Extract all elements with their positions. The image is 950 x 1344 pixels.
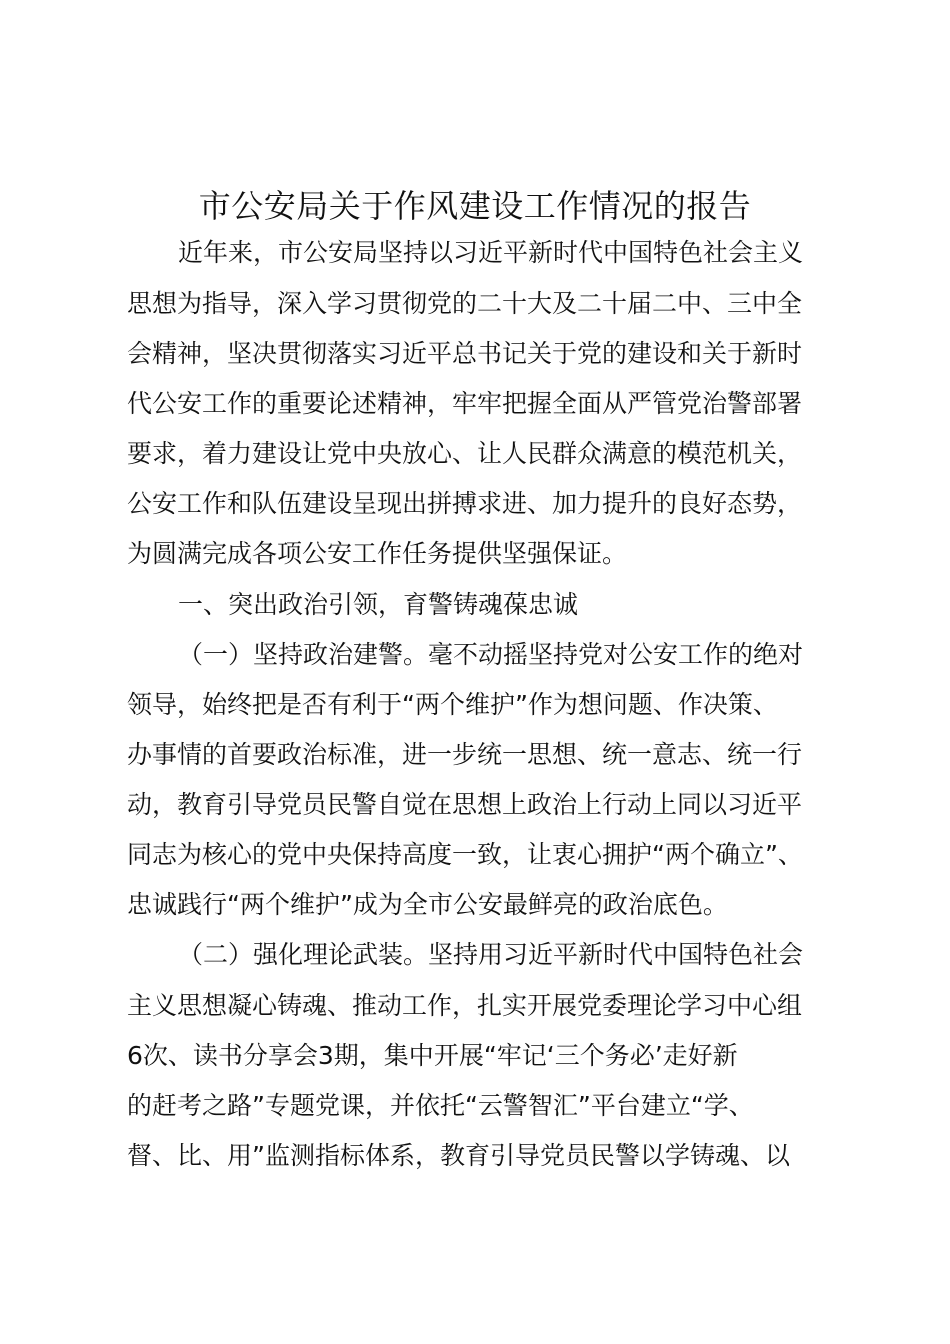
text-line (0, 780, 950, 830)
line-text: 公安工作和队伍建设呈现出拼搏求进、加力提升的良好态势， (127, 489, 803, 518)
text-line (0, 1031, 950, 1081)
line-text: 为圆满完成各项公安工作任务提供坚强保证。 (127, 539, 628, 568)
text-line (0, 680, 950, 730)
text-line (0, 329, 950, 379)
line-text: 办事情的首要政治标准，进一步统一思想、统一意志、统一行 (127, 740, 803, 769)
line-text: 动，教育引导党员民警自觉在思想上政治上行动上同以习近平 (127, 790, 803, 819)
text-line (0, 479, 950, 529)
line-text: 要求，着力建设让党中央放心、让人民群众满意的模范机关， (127, 439, 803, 468)
text-line (0, 529, 950, 579)
text-line (0, 930, 950, 980)
text-line (0, 1131, 950, 1181)
line-text: （一）坚持政治建警。毫不动摇坚持党对公安工作的绝对 (178, 640, 804, 669)
text-line (0, 830, 950, 880)
section-heading-text: 一、突出政治引领，育警铸魂葆忠诚 (178, 590, 579, 619)
line-text: 主义思想凝心铸魂、推动工作，扎实开展党委理论学习中心组 (127, 991, 803, 1020)
line-text: 同志为核心的党中央保持高度一致，让衷心拥护“两个确立”、 (127, 840, 803, 869)
line-text: 6次、读书分享会3期，集中开展“牢记‘三个务必’走好新 (127, 1041, 738, 1070)
line-text: 督、比、用”监测指标体系，教育引导党员民警以学铸魂、以 (127, 1141, 790, 1170)
text-line (0, 429, 950, 479)
line-text: 的赶考之路”专题党课，并依托“云警智汇”平台建立“学、 (127, 1091, 754, 1120)
line-text: 思想为指导，深入学习贯彻党的二十大及二十届二中、三中全 (127, 289, 803, 318)
section-heading (0, 580, 950, 630)
line-text: 忠诚践行“两个维护”成为全市公安最鲜亮的政治底色。 (127, 890, 728, 919)
text-line (0, 1081, 950, 1131)
line-text: 近年来，市公安局坚持以习近平新时代中国特色社会主义 (178, 238, 804, 267)
text-line (0, 730, 950, 780)
line-text: （二）强化理论武装。坚持用习近平新时代中国特色社会 (178, 940, 804, 969)
text-line (0, 880, 950, 930)
text-line (0, 379, 950, 429)
text-line (0, 228, 950, 278)
document-title: 市公安局关于作风建设工作情况的报告 (198, 187, 752, 225)
text-line (0, 981, 950, 1031)
line-text: 代公安工作的重要论述精神，牢牢把握全面从严管党治警部署 (127, 389, 803, 418)
line-text: 会精神，坚决贯彻落实习近平总书记关于党的建设和关于新时 (127, 339, 803, 368)
text-line (0, 279, 950, 329)
line-text: 领导，始终把是否有利于“两个维护”作为想问题、作决策、 (127, 690, 778, 719)
text-line (0, 630, 950, 680)
